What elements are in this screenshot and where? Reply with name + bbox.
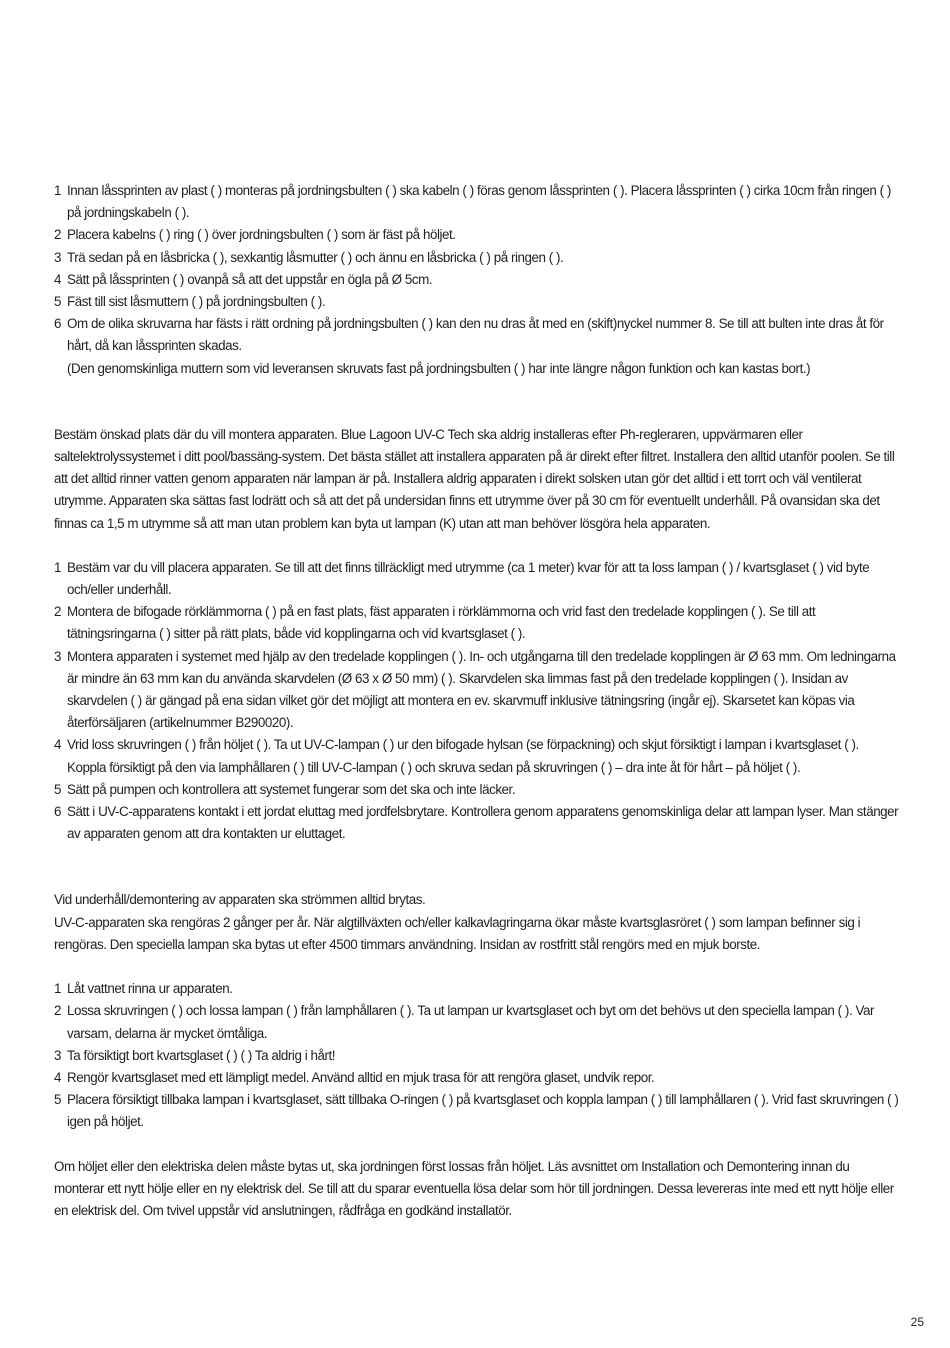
step-number: 6 <box>54 804 61 820</box>
step-text: Bestäm var du vill placera apparaten. Se till att det finns tillräckligt med utrymme (ca 1 meter) kvar för att ta loss lampan ( ) / kvartsglaset ( ) vid byte och/eller underhåll. <box>67 559 870 598</box>
step-text: Sätt i UV-C-apparatens kontakt i ett jordat eluttag med jordfelsbrytare. Kontrollera genom apparatens genomskinliga delar att lampan lyser. Man stänger av apparaten genom att dra kontakten ur eluttaget. <box>67 804 899 842</box>
list-item <box>54 180 900 224</box>
step-text: Trä sedan på en låsbricka ( ), sexkantig låsmutter ( ) och ännu en låsbricka ( ) på ringen ( ). <box>67 249 564 265</box>
maintenance-description: UV-C-apparaten ska rengöras 2 gånger per år. När algtillväxten och/eller kalkavlagringarna ökar måste kvartsglasröret ( ) som lampan befinner sig i rengöras. Den speciella lampan ska bytas ut efter 4500 timmars användning. Insidan av rostfritt stål rengörs med en mjuk borste. <box>54 914 861 952</box>
step-number: 4 <box>54 1069 61 1085</box>
step-text: Placera kabelns ( ) ring ( ) över jordningsbulten ( ) som är fäst på höljet. <box>67 227 456 243</box>
list-item <box>54 224 900 246</box>
step-text: Placera försiktigt tillbaka lampan i kvartsglaset, sätt tillbaka O-ringen ( ) på kvartsglaset och koppla lampan ( ) till lamphållaren ( ). Vrid fast skruvringen ( ) igen på höljet. <box>67 1092 899 1130</box>
list-item <box>54 601 900 645</box>
step-number: 2 <box>54 604 61 620</box>
step-number: 5 <box>54 294 61 310</box>
maintenance-intro <box>54 889 900 956</box>
step-text: Sätt på låssprinten ( ) ovanpå så att det uppstår en ögla på Ø 5cm. <box>67 271 433 287</box>
list-item <box>54 269 900 291</box>
installation-intro: Bestäm önskad plats där du vill montera apparaten. Blue Lagoon UV-C Tech ska aldrig installeras efter Ph-regleraren, uppvärmaren eller saltelektrolyssystemet i ditt pool/bassäng-system. Det bästa stället att installera apparaten på är direkt efter filtret. Installera den alltid utanför poolen. Se till att det alltid rinner vatten genom apparaten när lampan är på. Installera aldrig apparaten i direkt solsken utan gör det alltid i ett torrt och väl ventilerat utrymme. Apparaten ska sättas fast lodrätt och så att det på undersidan finns ett utrymme över på 30 cm för eventuellt underhåll. På ovansidan ska det finnas ca 1,5 m utrymme så att man utan problem kan byta ut lampan (K) utan att man behöver lösgöra hela apparaten. <box>54 426 895 531</box>
list-item <box>54 646 900 735</box>
step-number: 1 <box>54 559 61 575</box>
step-number: 3 <box>54 249 61 265</box>
list-item <box>54 801 900 845</box>
step-number: 3 <box>54 1047 61 1063</box>
maintenance-steps-list <box>54 978 900 1133</box>
list-item <box>54 1089 900 1133</box>
step-text: Låt vattnet rinna ur apparaten. <box>67 981 233 997</box>
step-number: 2 <box>54 227 61 243</box>
step-note: (Den genomskinliga muttern som vid leveransen skruvats fast på jordningsbulten ( ) har inte längre någon funktion och kan kastas bort.) <box>67 360 811 376</box>
step-number: 2 <box>54 1003 61 1019</box>
list-item <box>54 291 900 313</box>
step-text: Ta försiktigt bort kvartsglaset ( ) ( ) Ta aldrig i hårt! <box>67 1047 336 1063</box>
page-content <box>54 180 900 1222</box>
step-text: Om de olika skruvarna har fästs i rätt ordning på jordningsbulten ( ) kan den nu dras åt med en (skift)nyckel nummer 8. Se till att bulten inte dras åt för hårt, då kan låssprinten skadas. <box>67 316 884 354</box>
step-text: Lossa skruvringen ( ) och lossa lampan ( ) från lamphållaren ( ). Ta ut lampan ur kvartsglaset och byt om det behövs ut den speciella lampan ( ). Var varsam, delarna är mycket ömtåliga. <box>67 1003 874 1041</box>
step-number: 3 <box>54 648 61 664</box>
step-text: Montera apparaten i systemet med hjälp av den tredelade kopplingen ( ). In- och utgångarna till den tredelade kopplingen är Ø 63 mm. Om ledningarna är mindre än 63 mm kan du använda skarvdelen (Ø 63 x Ø 50 mm) ( ). Skarvdelen ska limmas fast på den tredelade kopplingen ( ). Insidan av skarvdelen ( ) är gängad på ena sidan vilket gör det möjligt att montera en ev. skarvmuff inklusive tätningsring (ingår ej). Skarsetet kan köpas via återförsäljaren (artikelnummer B290020). <box>67 648 896 731</box>
step-number: 4 <box>54 737 61 753</box>
step-text: Fäst till sist låsmuttern ( ) på jordningsbulten ( ). <box>67 294 326 310</box>
closing-note: Om höljet eller den elektriska delen måste bytas ut, ska jordningen först lossas från höljet. Läs avsnittet om Installation och Demontering innan du monterar ett nytt hölje eller en ny elektrisk del. Se till att du sparar eventuella lösa delar som hör till jordningen. Dessa levereras inte med ett nytt hölje eller en elektrisk del. Om tvivel uppstår vid anslutningen, rådfråga en godkänd installatör. <box>54 1158 894 1218</box>
step-number: 5 <box>54 1092 61 1108</box>
step-text: Sätt på pumpen och kontrollera att systemet fungerar som det ska och inte läcker. <box>67 781 516 797</box>
list-item <box>54 247 900 269</box>
step-number: 4 <box>54 271 61 287</box>
step-number: 6 <box>54 316 61 332</box>
list-item <box>54 779 900 801</box>
step-number: 5 <box>54 781 61 797</box>
step-text: Montera de bifogade rörklämmorna ( ) på en fast plats, fäst apparaten i rörklämmorna och vrid fast den tredelade kopplingen ( ). Se till att tätningsringarna ( ) sitter på rätt plats, både vid kopplingarna och vid kvartsglaset ( ). <box>67 604 816 642</box>
step-text: Innan låssprinten av plast ( ) monteras på jordningsbulten ( ) ska kabeln ( ) föras genom låssprinten ( ). Placera låssprinten ( ) cirka 10cm från ringen ( ) på jordningskabeln ( ). <box>67 183 891 221</box>
step-number: 1 <box>54 183 61 198</box>
list-item <box>54 1067 900 1089</box>
maintenance-warning: Vid underhåll/demontering av apparaten ska strömmen alltid brytas. <box>54 892 426 908</box>
step-text: Vrid loss skruvringen ( ) från höljet ( ). Ta ut UV-C-lampan ( ) ur den bifogade hylsan (se förpackning) och skjut försiktigt i lampan i kvartsglaset ( ). Koppla försiktigt på den via lamphållaren ( ) till UV-C-lampan ( ) och skruva sedan på skruvringen ( ) – dra inte åt för hårt – på höljet ( ). <box>67 737 859 775</box>
step-number: 1 <box>54 981 61 997</box>
list-item <box>54 1045 900 1067</box>
list-item <box>54 978 900 1000</box>
step-text: Rengör kvartsglaset med ett lämpligt medel. Använd alltid en mjuk trasa för att rengöra glaset, undvik repor. <box>67 1069 655 1085</box>
installation-steps-list <box>54 557 900 846</box>
grounding-steps-list <box>54 180 900 380</box>
list-item <box>54 313 900 380</box>
page-number: 25 <box>910 1315 924 1329</box>
list-item <box>54 1000 900 1044</box>
list-item <box>54 557 900 601</box>
list-item <box>54 734 900 778</box>
